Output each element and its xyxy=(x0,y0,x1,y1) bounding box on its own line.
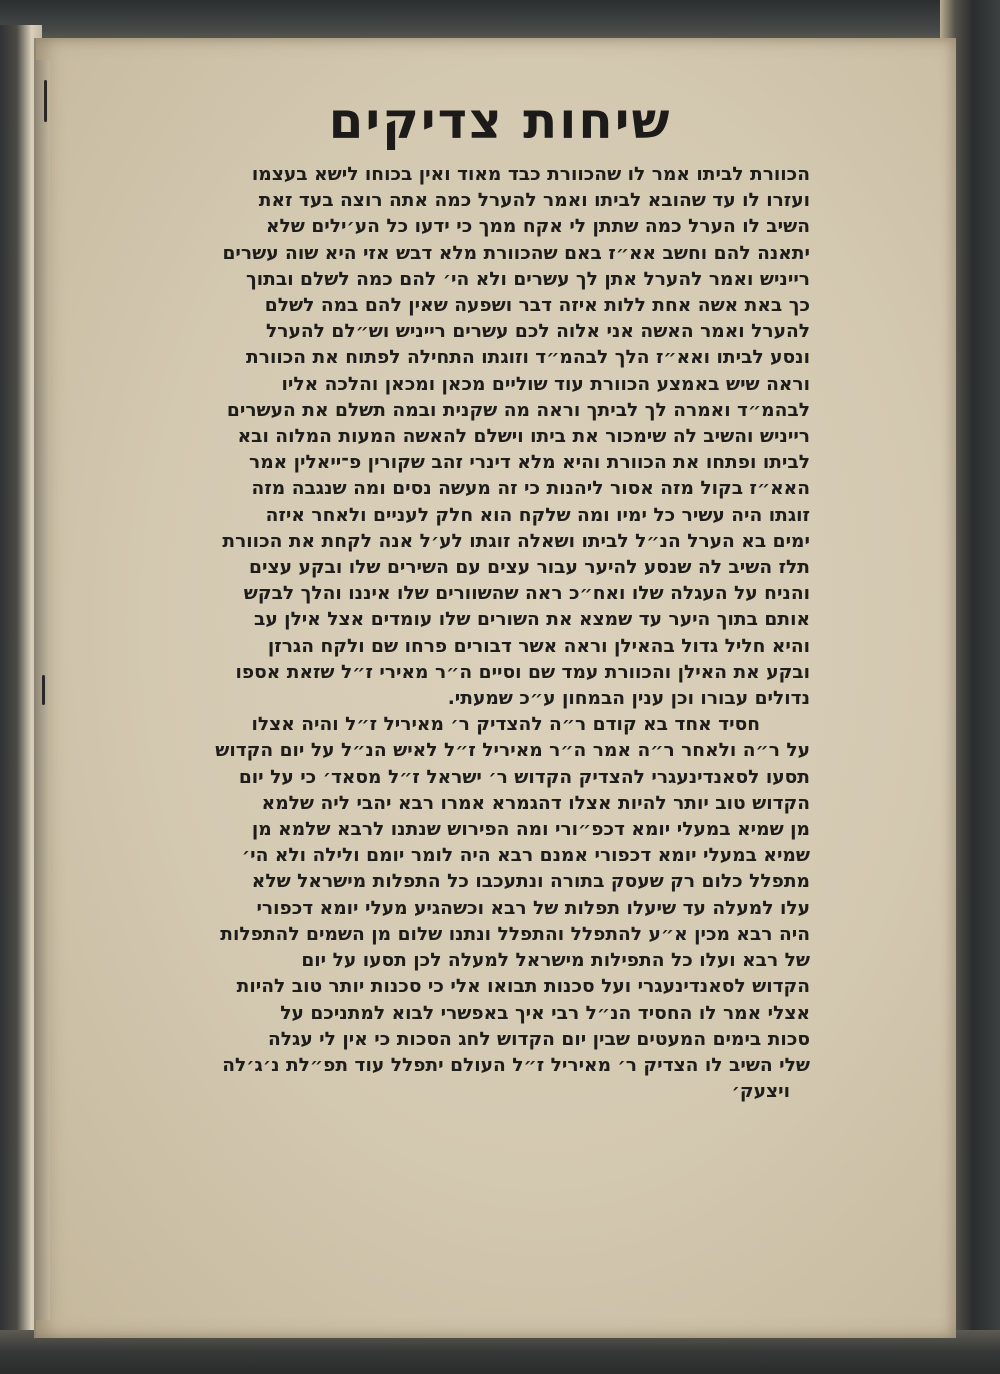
binding-mark xyxy=(42,675,45,705)
text-line: אצלי אמר לו החסיד הנ״ל רבי איך באפשרי לבוא למתניכם על xyxy=(280,1002,810,1024)
text-line: על ר״ה ולאחר ר״ה אמר ה״ר מאיריל ז״ל לאיש הנ״ל על יום הקדוש xyxy=(215,740,810,762)
text-line: זוגתו היה עשיר כל ימיו ומה שלקח הוא חלק לעניים ולאחר איזה xyxy=(265,504,810,526)
text-line: השיב לו הערל כמה שתתן לי אקח ממך כי ידעו כל הע׳ילים שלא xyxy=(265,216,810,238)
text-line: הכוורת לביתו אמר לו שהכוורת כבד מאוד ואין בכוחו לישא בעצמו xyxy=(251,164,810,185)
text-line: הקדוש לסאנדינעגרי ועל סכנות תבואו אלי כי סכנות יותר טוב להיות xyxy=(236,976,810,998)
text-line: לבהמ״ד ואמרה לך לביתך וראה מה שקנית ובמה תשלם את העשרים xyxy=(226,399,810,421)
text-line: מתפלל כלום רק שעסק בתורה ונתעכבו כל התפלות מישראל שלא xyxy=(251,871,810,893)
text-line: נדולים עבורו וכן ענין הבמחון ע״כ שמעתי. xyxy=(447,688,810,710)
text-line: כך באת אשה אחת ללות איזה דבר ושפעה שאין להם במה לשלם xyxy=(264,295,810,317)
text-line: להערל ואמר האשה אני אלוה לכם עשרים רייניש וש״לם להערל xyxy=(266,321,810,343)
text-line: אותם בתוך היער עד שמצא את השורים שלו עומדים אצל אילן עב xyxy=(253,609,810,631)
text-line: רייניש והשיב לה שימכור את ביתו וישלם להאשה המעות המלוה ובא xyxy=(237,426,810,448)
text-line: מן שמיא במעלי יומא דכפ״ורי ומה הפירוש שנתנו לרבא שלמא מן xyxy=(251,819,810,841)
text-line: האא״ז בקול מזה אסור ליהנות כי זה מעשה נסים ומה שנגבה מזה xyxy=(251,478,810,500)
text-line: ועזרו לו עד שהובא לביתו ואמר להערל כמה אתה רוצה בעד זאת xyxy=(258,190,810,212)
text-line: והניח על העגלה שלו ואח״כ ראה שהשוורים שלו איננו והלך לבקש xyxy=(243,583,810,605)
text-line: היה רבא מכין א״ע להתפלל והתפלל ונתנו שלום מן השמים להתפלות xyxy=(220,923,810,945)
text-line: תלז השיב לה שנסע להיער עבור עצים עם השירים שלו ובקע עצים xyxy=(249,557,810,579)
book-cover-top xyxy=(0,0,1000,40)
text-line: סכות בימים המעטים שבין יום הקדוש לחג הסכות כי אין לי עגלה xyxy=(268,1028,810,1050)
text-line: של רבא ועלו כל התפילות מישראל למעלה לכן תסעו על יום xyxy=(301,950,810,972)
text-line: והיא חליל גדול בהאילן וראה אשר דבורים פרחו שם ולקח הגרזן xyxy=(267,635,810,657)
text-line: ימים בא הערל הנ״ל לביתו ושאלה זוגתו לע׳ל אנה לקחת את הכוורת xyxy=(222,530,810,552)
text-line: וראה שיש באמצע הכוורת עוד שוליים מכאן ומכאן והלכה אליו xyxy=(281,373,810,395)
text-line: ונסע לביתו ואא״ז הלך לבהמ״ד וזוגתו התחילה לפתוח את הכוורת xyxy=(246,347,810,369)
text-line: ויצעק׳ xyxy=(731,1081,790,1103)
text-line: תסעו לסאנדינעגרי להצדיק הקדוש ר׳ ישראל ז״ל מסאד׳ כי על יום xyxy=(238,766,810,788)
page-title: שיחות צדיקים xyxy=(328,92,672,150)
text-line: חסיד אחד בא קודם ר״ה להצדיק ר׳ מאיריל ז״ל והיה אצלו xyxy=(251,714,760,736)
text-line: לביתו ופתחו את הכוורת והיא מלא דינרי זהב שקורין פ־ייאלין אמר xyxy=(249,452,810,474)
text-line: ובקע את האילן והכוורת עמד שם וסיים ה״ר מאירי ז״ל שזאת אספו xyxy=(235,661,810,683)
text-line: רייניש ואמר להערל אתן לך עשרים ולא הי׳ להם כמה לשלם ובתוך xyxy=(246,268,810,290)
text-line: הקדוש טוב יותר להיות אצלו דהגמרא אמרו רבא יהבי ליה שלמא xyxy=(261,792,810,814)
text-line: שלי השיב לו הצדיק ר׳ מאיריל ז״ל העולם יתפלל עוד תפ״לת נ׳ג׳לה xyxy=(222,1054,810,1076)
text-line: עלו למעלה עד שיעלו תפלות של רבא וכשהגיע מעלי יומא דכפורי xyxy=(256,897,810,919)
text-line: יתאנה להם וחשב אא״ז באם שהכוורת מלא דבש אזי היא שוה עשרים xyxy=(222,242,810,264)
text-line: שמיא במעלי יומא דכפורי אמנם רבא היה לומר יומם ולילה ולא הי׳ xyxy=(241,845,810,867)
page-body-text xyxy=(66,162,810,1105)
